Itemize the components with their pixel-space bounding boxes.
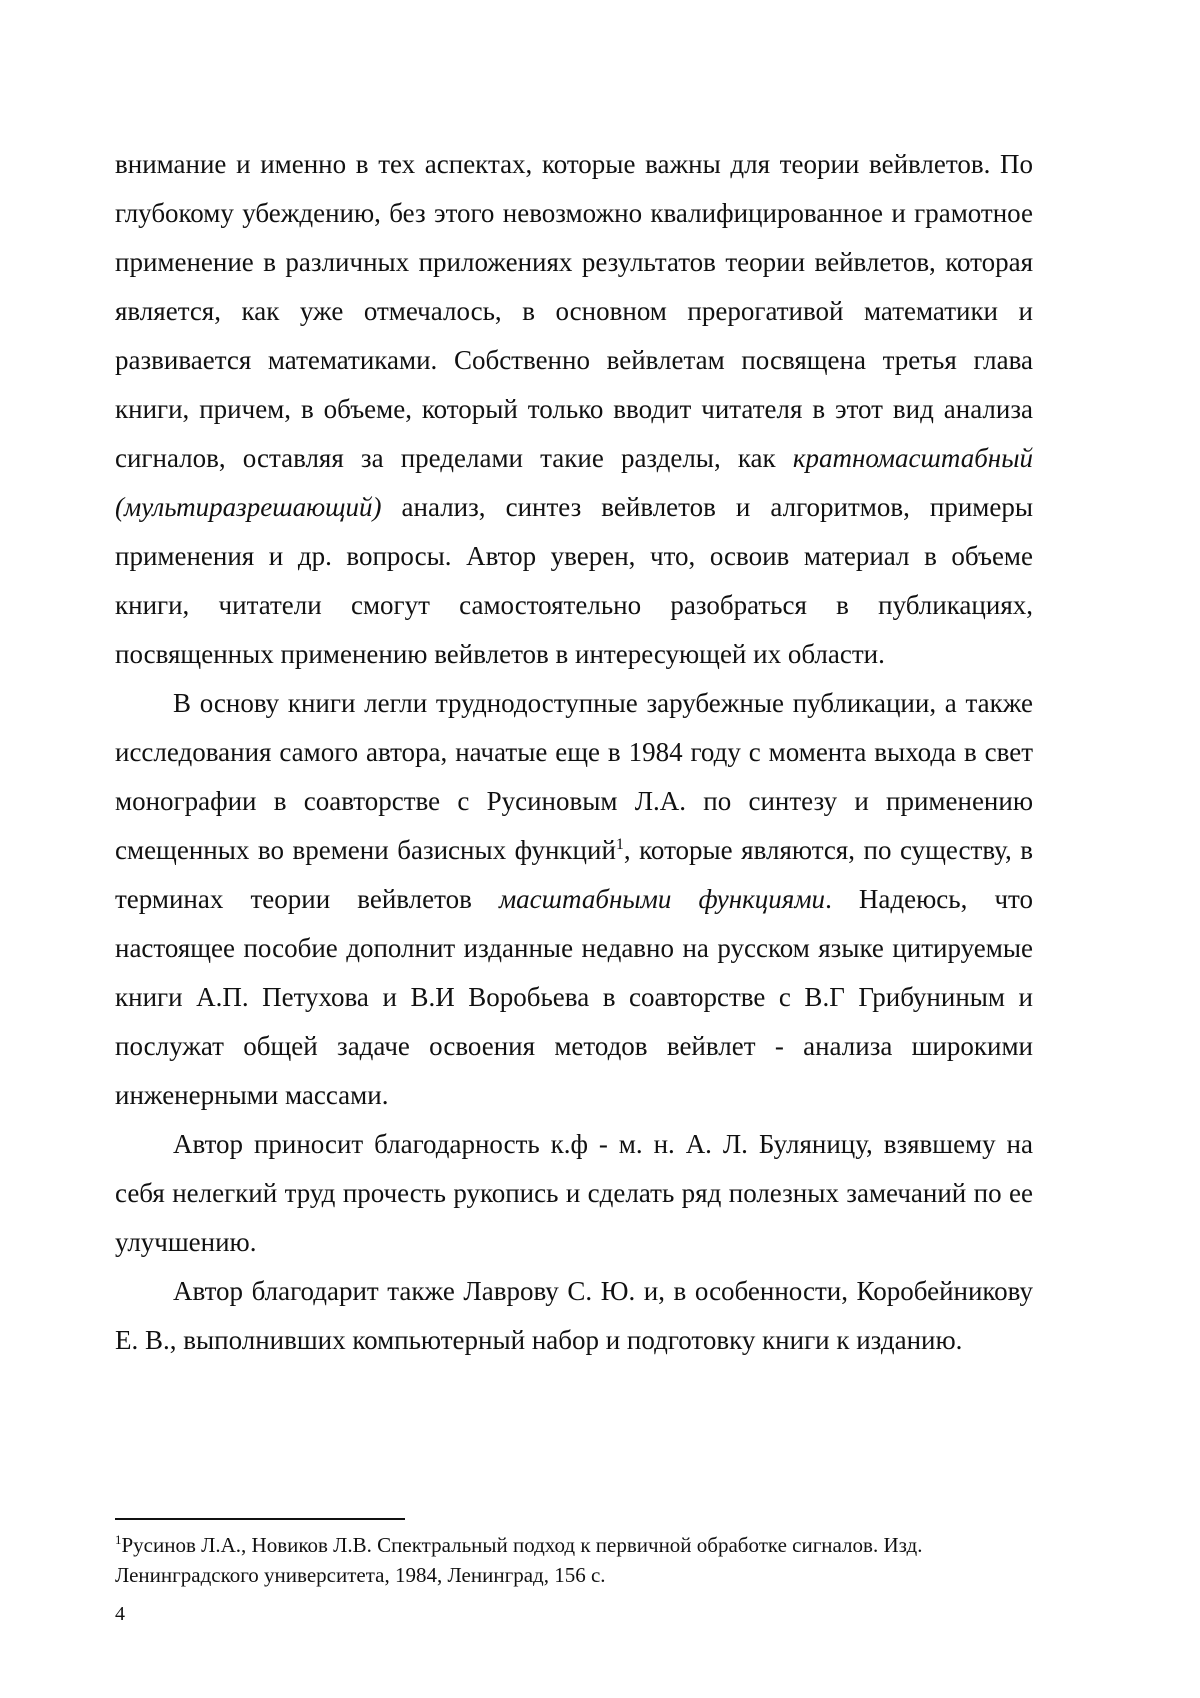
footnote: [115, 1530, 1033, 1590]
page-number: 4: [115, 1602, 125, 1626]
paragraph-4-run-1: Автор благодарит также Лаврову С. Ю. и, в особенности, Коробейникову Е. В., выполнивших компьютерный набор и подготовку книги к изданию.: [115, 1276, 1033, 1355]
body-text: [115, 140, 1033, 1365]
paragraph-2-run-3: , которые являются, по существу, в терминах теории вейвлетов: [115, 835, 1033, 914]
paragraph-2-run-5: . Надеюсь, что настоящее пособие дополнит изданные недавно на русском языке цитируемые книги А.П. Петухова и В.И Воробьева в соавторстве с В.Г Грибуниным и послужат общей задаче освоения методов вейвлет - анализа широкими инженерными массами.: [115, 884, 1033, 1110]
paragraph-2: [115, 679, 1033, 1120]
paragraph-1: [115, 140, 1033, 679]
footnote-reference: 1: [616, 836, 624, 853]
paragraph-4: [115, 1267, 1033, 1365]
paragraph-3-run-1: Автор приносит благодарность к.ф - м. н. А. Л. Буляницу, взявшему на себя нелегкий труд прочесть рукопись и сделать ряд полезных замечаний по ее улучшению.: [115, 1129, 1033, 1257]
paragraph-1-italic-term: кратномасштабный (мультиразрешающий): [115, 443, 1033, 522]
paragraph-1-run-3: анализ, синтез вейвлетов и алгоритмов, примеры применения и др. вопросы. Автор уверен, что, освоив материал в объеме книги, читатели смогут самостоятельно разобраться в публикациях, посвященных применению вейвлетов в интересующей их области.: [115, 492, 1033, 669]
paragraph-2-italic-term: масштабными функциями: [499, 884, 825, 914]
footnote-separator: [115, 1518, 405, 1520]
paragraph-2-run-1: В основу книги легли труднодоступные зарубежные публикации, а также исследования самого автора, начатые еще в 1984 году с момента выхода в свет монографии в соавторстве с Русиновым Л.А. по синтезу и применению смещенных во времени базисных функций: [115, 688, 1033, 865]
footnote-text-block: [115, 1530, 1033, 1590]
paragraph-3: [115, 1120, 1033, 1267]
paragraph-1-run-1: внимание и именно в тех аспектах, которые важны для теории вейвлетов. По глубокому убеждению, без этого невозможно квалифицированное и грамотное применение в различных приложениях результатов теории вейвлетов, которая является, как уже отмечалось, в основном прерогативой математики и развивается математиками. Собственно вейвлетам посвящена третья глава книги, причем, в объеме, который только вводит читателя в этот вид анализа сигналов, оставляя за пределами такие разделы, как: [115, 149, 1033, 473]
footnote-text: Русинов Л.А., Новиков Л.В. Спектральный подход к первичной обработке сигналов. Изд. Ленинградского университета, 1984, Ленинград, 156 с.: [115, 1533, 922, 1587]
document-page: [0, 0, 1200, 1698]
footnote-marker: 1: [115, 1532, 122, 1547]
